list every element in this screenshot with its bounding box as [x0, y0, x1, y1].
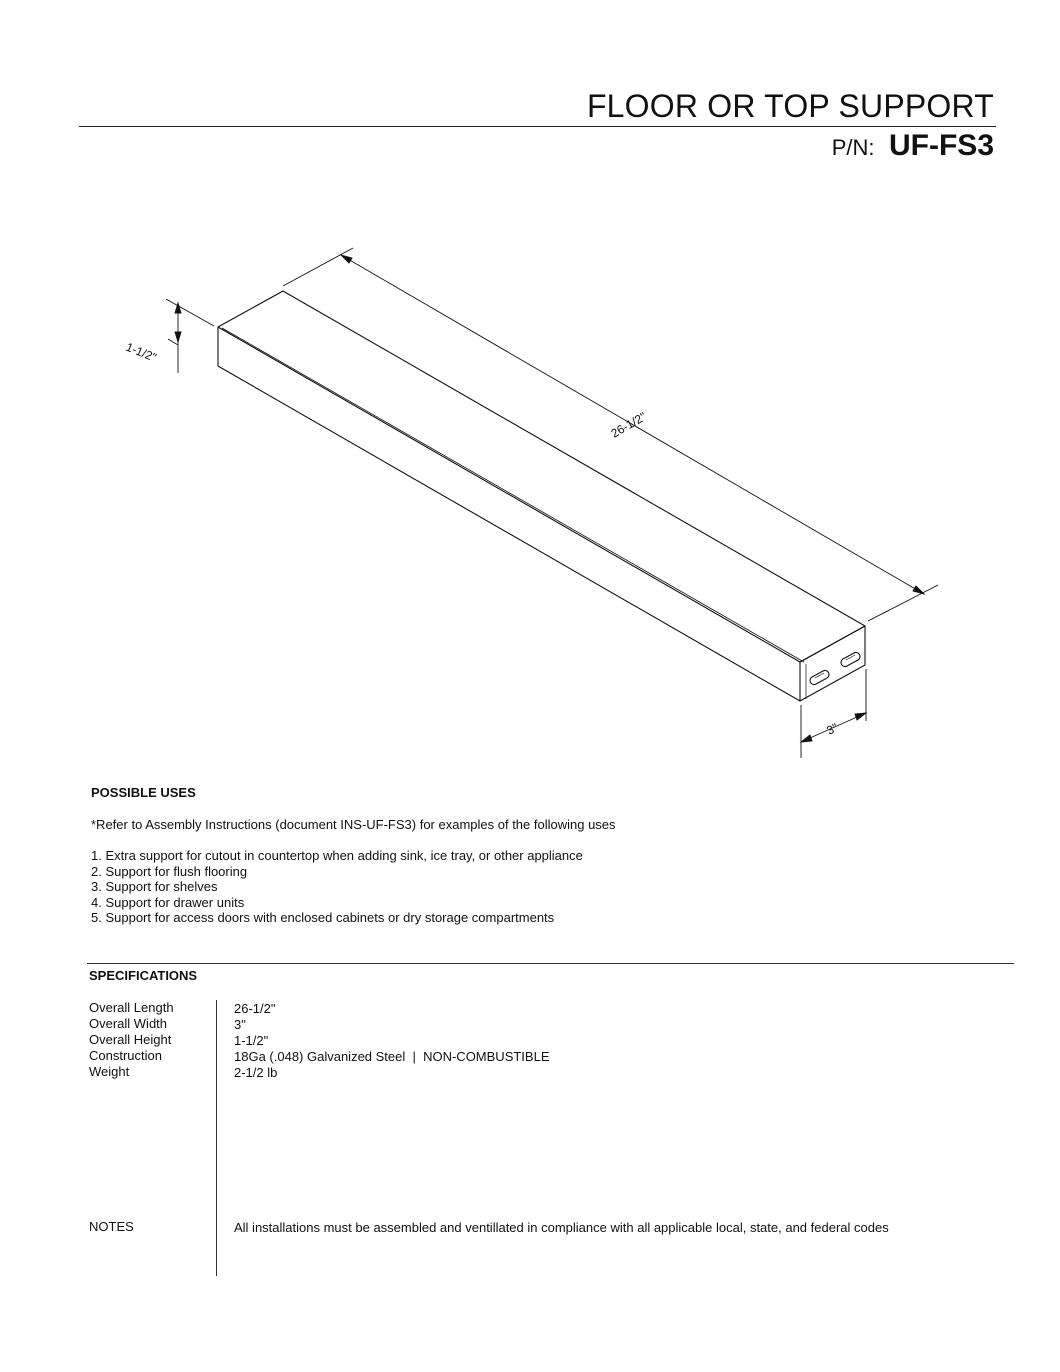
part-number-value: UF-FS3	[889, 129, 994, 162]
assembly-reference: *Refer to Assembly Instructions (document INS-UF-FS3) for examples of the following uses	[91, 817, 616, 832]
spec-value-construction: 18Ga (.048) Galvanized Steel | NON-COMBUSTIBLE	[234, 1049, 550, 1064]
spec-value-length: 26-1/2"	[234, 1001, 276, 1016]
spec-label-length: Overall Length	[89, 1000, 174, 1015]
uses-list	[91, 848, 583, 926]
spec-label-construction: Construction	[89, 1048, 162, 1063]
length-dimension-label: 26-1/2"	[608, 409, 649, 441]
list-item: 2. Support for flush flooring	[91, 863, 248, 879]
spec-value-height: 1-1/2"	[234, 1033, 269, 1048]
support-top-edge	[222, 328, 804, 662]
width-dimension-label: 3"	[824, 720, 841, 738]
height-dimension	[166, 299, 214, 373]
spec-labels	[89, 1000, 174, 1080]
support-front-face	[218, 327, 800, 701]
specifications-column-divider	[216, 1000, 217, 1276]
notes-label: NOTES	[89, 1219, 134, 1234]
list-item: 3. Support for shelves	[91, 879, 218, 894]
list-item: 1. Extra support for cutout in countertop when adding sink, ice tray, or other appliance	[91, 848, 583, 863]
spec-label-width: Overall Width	[89, 1016, 168, 1031]
part-number-label: P/N:	[831, 135, 875, 160]
list-item: 5. Support for access doors with enclosed cabinets or dry storage compartments	[91, 910, 555, 925]
possible-uses-heading: POSSIBLE USES	[91, 785, 196, 800]
spec-label-weight: Weight	[89, 1064, 130, 1079]
specifications-heading: SPECIFICATIONS	[89, 968, 198, 983]
support-top-face	[218, 291, 865, 662]
length-dimension	[283, 248, 938, 621]
mounting-slot-right	[841, 652, 860, 666]
list-item: 4. Support for drawer units	[91, 894, 245, 910]
support-end-face	[800, 626, 865, 701]
spec-values	[234, 1001, 550, 1081]
specifications-divider	[87, 963, 1014, 964]
spec-value-weight: 2-1/2 lb	[234, 1065, 278, 1080]
height-dimension-label: 1-1/2"	[123, 339, 159, 365]
page-title: FLOOR OR TOP SUPPORT	[586, 88, 994, 124]
spec-label-height: Overall Height	[89, 1032, 172, 1047]
mounting-slot-left	[810, 670, 829, 684]
notes-text: All installations must be assembled and ventillated in compliance with all applicable local, state, and federal codes	[234, 1220, 889, 1235]
spec-value-width: 3"	[234, 1017, 246, 1032]
